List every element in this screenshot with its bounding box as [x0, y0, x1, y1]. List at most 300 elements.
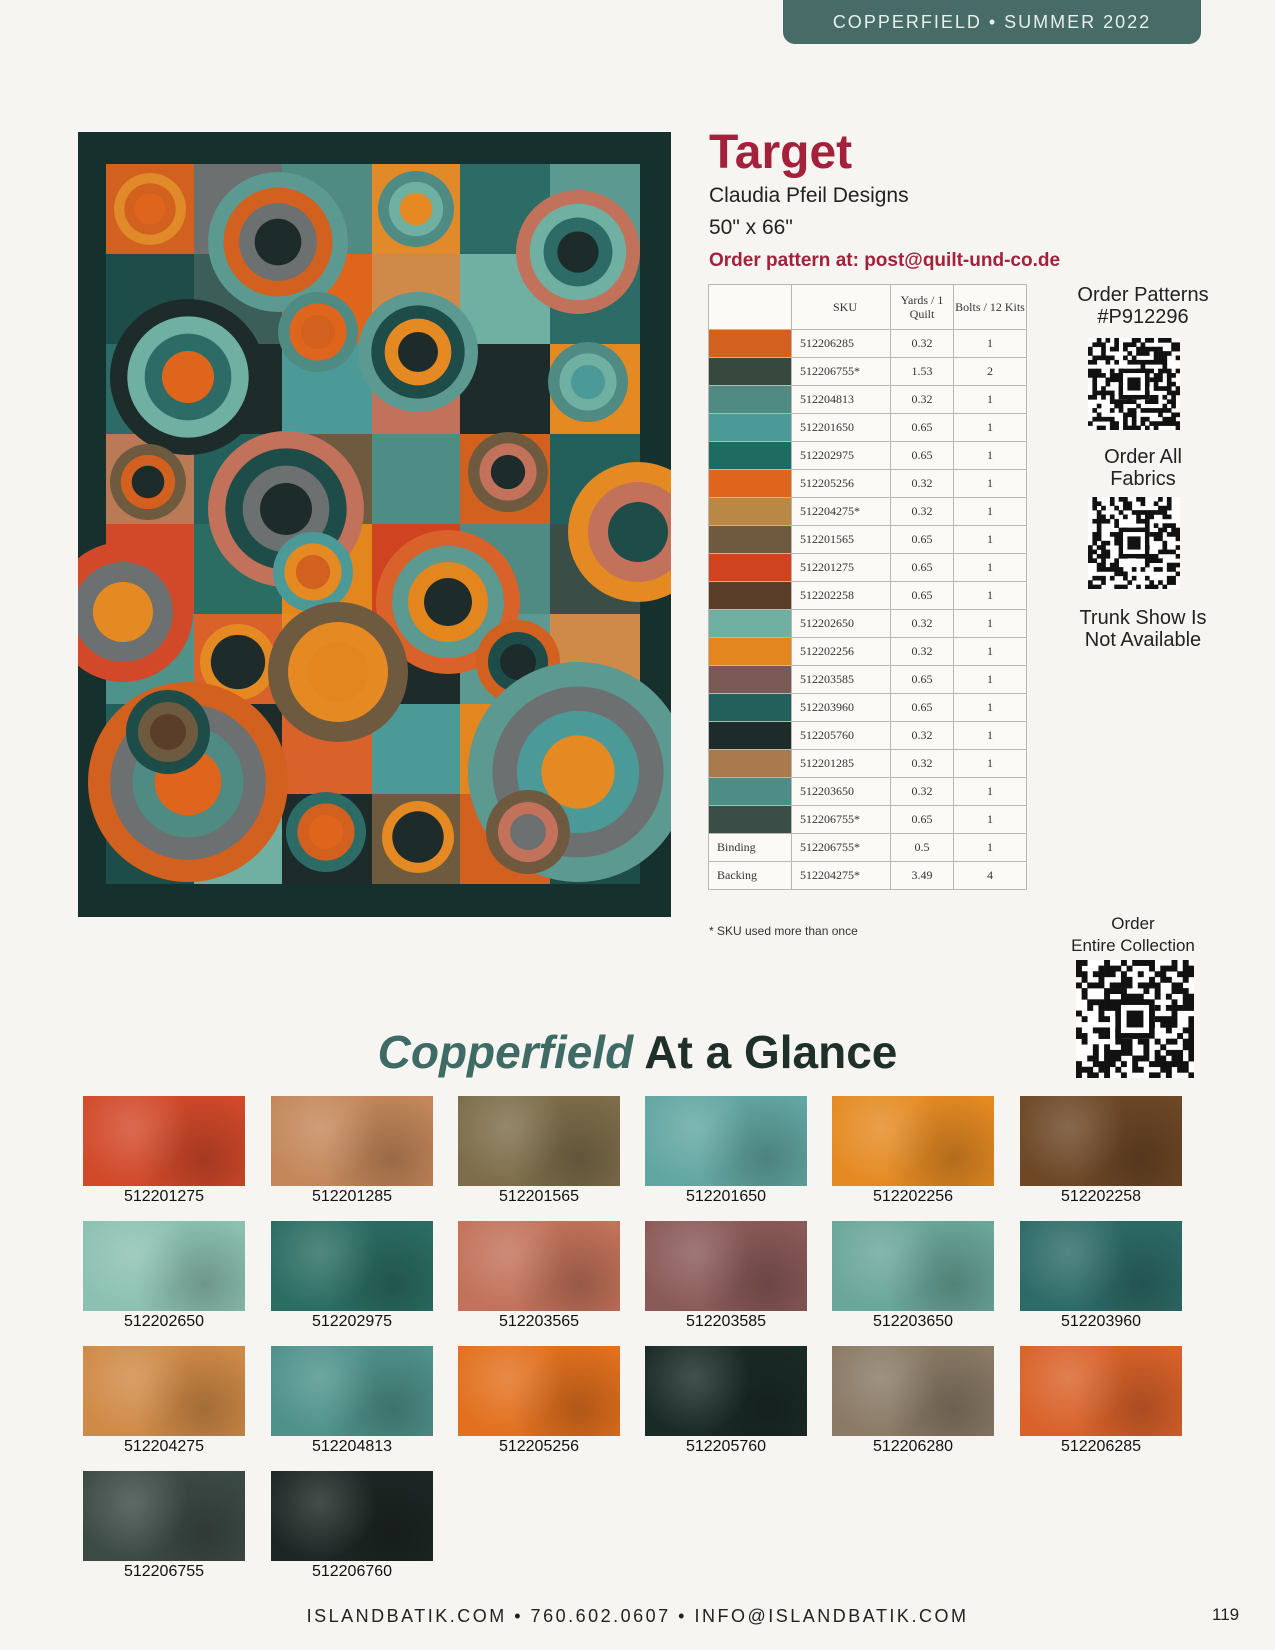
- qr-module: [1114, 338, 1119, 343]
- quilt-ring: [398, 332, 438, 372]
- qr-module: [1171, 417, 1176, 422]
- qr-module: [1101, 541, 1106, 546]
- swatch-image: [83, 1096, 245, 1186]
- qr-module: [1132, 567, 1137, 572]
- qr-module: [1123, 356, 1128, 361]
- qr-module: [1123, 506, 1128, 511]
- qr-module: [1183, 960, 1189, 966]
- qr-module: [1101, 395, 1106, 400]
- quilt-ring: [222, 646, 255, 679]
- qr-module: [1158, 510, 1163, 515]
- yards-cell: 0.65: [891, 554, 954, 582]
- swatch-sku: 512206280: [872, 1438, 954, 1455]
- bolts-cell: 1: [954, 694, 1027, 722]
- sku-cell: 512201285: [792, 750, 891, 778]
- qr-module: [1176, 563, 1180, 568]
- swatch-image: [271, 1096, 433, 1186]
- quilt-ring: [132, 466, 165, 499]
- qr-module: [1149, 982, 1155, 988]
- fabric-swatch[interactable]: [458, 1346, 620, 1456]
- qr-module: [1149, 510, 1154, 515]
- collection-line1: Order: [1111, 914, 1155, 933]
- qr-module: [1101, 373, 1106, 378]
- qr-module: [1110, 999, 1116, 1005]
- qr-module: [1114, 519, 1119, 524]
- qr-module: [1104, 1016, 1110, 1022]
- qr-module: [1154, 408, 1159, 413]
- swatch-sku: 512201650: [685, 1188, 767, 1205]
- qr-module: [1127, 966, 1133, 972]
- qr-module: [1088, 545, 1093, 550]
- qr-module: [1110, 982, 1116, 988]
- qr-module: [1162, 351, 1167, 356]
- sku-cell: 512202975: [792, 442, 891, 470]
- qr-module: [1149, 532, 1154, 537]
- qr-module: [1183, 988, 1189, 994]
- qr-module: [1171, 391, 1176, 396]
- qr-module: [1092, 417, 1097, 422]
- qr-module: [1162, 338, 1167, 343]
- swatch-sku: 512206285: [1060, 1438, 1142, 1455]
- qr-module: [1092, 373, 1097, 378]
- qr-module: [1127, 536, 1140, 549]
- qr-module: [1176, 391, 1180, 396]
- fabric-swatch[interactable]: [458, 1221, 620, 1331]
- quilt-ring: [541, 735, 614, 808]
- qr-module: [1158, 421, 1163, 426]
- fabric-swatch[interactable]: [458, 1096, 620, 1206]
- fabric-swatch-cell: [709, 470, 792, 498]
- qr-module: [1171, 421, 1176, 426]
- quilt-ring: [608, 502, 668, 562]
- qr-module: [1158, 550, 1163, 555]
- qr-module: [1110, 576, 1115, 581]
- qr-module: [1154, 382, 1159, 387]
- qr-module: [1167, 501, 1172, 506]
- qr-module: [1106, 567, 1111, 572]
- qr-module: [1166, 1016, 1172, 1022]
- qr-module: [1106, 382, 1111, 387]
- qr-module: [1101, 356, 1106, 361]
- fabric-swatch-cell: [709, 778, 792, 806]
- qr-module: [1088, 373, 1093, 378]
- quilt-ring: [557, 231, 598, 272]
- qr-module: [1188, 1016, 1194, 1022]
- qr-module: [1138, 971, 1144, 977]
- qr-module: [1171, 528, 1176, 533]
- qr-module: [1101, 386, 1106, 391]
- qr-module: [1162, 550, 1167, 555]
- table-row: [709, 582, 1027, 610]
- qr-module: [1127, 501, 1132, 506]
- qr-module: [1177, 988, 1183, 994]
- qr-module: [1158, 347, 1163, 352]
- qr-module: [1158, 360, 1163, 365]
- qr-module: [1110, 373, 1115, 378]
- catalog-header-tab: [783, 0, 1201, 44]
- qr-module: [1154, 532, 1159, 537]
- qr-module: [1136, 426, 1141, 430]
- collection-line2: Entire Collection: [1071, 936, 1195, 955]
- quilt-ring: [135, 194, 166, 225]
- qr-module: [1114, 558, 1119, 563]
- qr-module: [1092, 391, 1097, 396]
- quilt-ring: [400, 193, 433, 226]
- quilt-ring: [309, 815, 343, 849]
- qr-module: [1143, 988, 1149, 994]
- qr-module: [1166, 977, 1172, 983]
- swatch-sku: 512201285: [311, 1188, 393, 1205]
- qr-module: [1127, 426, 1132, 430]
- fabric-swatch[interactable]: [83, 1346, 245, 1456]
- qr-module: [1119, 510, 1124, 515]
- qr-module: [1087, 1005, 1093, 1011]
- qr-module: [1138, 982, 1144, 988]
- qr-module: [1082, 977, 1088, 983]
- qr-module: [1149, 580, 1154, 585]
- yards-cell: 0.65: [891, 666, 954, 694]
- qr-module: [1177, 971, 1183, 977]
- qr-module: [1110, 395, 1115, 400]
- yards-cell: 1.53: [891, 358, 954, 386]
- qr-module: [1158, 558, 1163, 563]
- qr-module: [1076, 1011, 1082, 1017]
- fabric-swatch[interactable]: [271, 1346, 433, 1456]
- qr-module: [1114, 399, 1119, 404]
- fabric-swatch[interactable]: [832, 1346, 994, 1456]
- qr-module: [1155, 982, 1161, 988]
- qr-module: [1119, 585, 1124, 589]
- qr-module: [1145, 426, 1150, 430]
- qr-module: [1136, 585, 1141, 589]
- qr-module: [1097, 373, 1102, 378]
- fabric-swatch[interactable]: [83, 1471, 245, 1581]
- qr-module: [1119, 399, 1124, 404]
- sku-cell: 512202256: [792, 638, 891, 666]
- qr-module: [1154, 421, 1159, 426]
- fabric-swatch-cell: [709, 330, 792, 358]
- yards-cell: 0.32: [891, 750, 954, 778]
- qr-module: [1092, 382, 1097, 387]
- table-footnote: * SKU used more than once: [709, 924, 858, 938]
- qr-module: [1110, 966, 1116, 972]
- qr-module: [1114, 377, 1119, 382]
- qr-module: [1123, 342, 1128, 347]
- qr-module: [1092, 360, 1097, 365]
- qr-module: [1149, 360, 1154, 365]
- qr-module: [1082, 994, 1088, 1000]
- qr-module: [1127, 408, 1132, 413]
- qr-module: [1154, 356, 1159, 361]
- qr-module: [1162, 510, 1167, 515]
- qr-module: [1162, 417, 1167, 422]
- bolts-cell: 1: [954, 778, 1027, 806]
- qr-module: [1154, 377, 1159, 382]
- yards-cell: 0.32: [891, 470, 954, 498]
- fabric-swatch-cell: [709, 750, 792, 778]
- sku-cell: 512204813: [792, 386, 891, 414]
- qr-module: [1110, 563, 1115, 568]
- fabric-swatch[interactable]: [271, 1096, 433, 1206]
- qr-module: [1123, 501, 1128, 506]
- qr-module: [1132, 960, 1138, 966]
- qr-module: [1097, 528, 1102, 533]
- qr-module: [1158, 338, 1163, 343]
- order-pattern-link[interactable]: Order pattern at: post@quilt-und-co.de: [709, 250, 1061, 271]
- qr-module: [1110, 1005, 1116, 1011]
- qr-module: [1160, 977, 1166, 983]
- fabric-requirements-table: [708, 284, 1027, 890]
- table-row: [709, 750, 1027, 778]
- qr-module: [1110, 532, 1115, 537]
- fabric-swatch[interactable]: [645, 1346, 807, 1456]
- qr-module: [1145, 408, 1150, 413]
- qr-module: [1097, 412, 1102, 417]
- quilt-ring: [308, 642, 368, 702]
- table-row: [709, 498, 1027, 526]
- qr-module: [1162, 421, 1167, 426]
- qr-module: [1127, 399, 1132, 404]
- swatch-sku: 512202975: [311, 1313, 393, 1330]
- table-row: [709, 666, 1027, 694]
- swatch-sku: 512201275: [123, 1188, 205, 1205]
- qr-module: [1121, 977, 1127, 983]
- swatch-image: [1020, 1221, 1182, 1311]
- quilt-ring: [403, 822, 434, 853]
- qr-module: [1092, 585, 1097, 589]
- qr-module: [1127, 982, 1133, 988]
- qr-module: [1176, 342, 1180, 347]
- sku-cell: 512202650: [792, 610, 891, 638]
- qr-module: [1145, 576, 1150, 581]
- qr-module: [1088, 360, 1093, 365]
- qr-module: [1132, 338, 1137, 343]
- swatch-sku: 512206755: [123, 1563, 205, 1580]
- qr-module: [1154, 554, 1159, 559]
- qr-module: [1132, 426, 1137, 430]
- yards-cell: 0.32: [891, 498, 954, 526]
- qr-module: [1132, 994, 1138, 1000]
- qr-module: [1160, 971, 1166, 977]
- fabric-swatch[interactable]: [832, 1096, 994, 1206]
- qr-module: [1145, 519, 1150, 524]
- qr-module: [1149, 377, 1154, 382]
- qr-module: [1158, 408, 1163, 413]
- fabric-swatch-cell: [709, 610, 792, 638]
- qr-module: [1106, 541, 1111, 546]
- qr-module: [1110, 567, 1115, 572]
- qr-module: [1114, 347, 1119, 352]
- fabric-swatch-cell: [709, 414, 792, 442]
- qr-module: [1104, 960, 1110, 966]
- qr-module: [1171, 399, 1176, 404]
- header-swatch: [709, 285, 792, 330]
- qr-module: [1141, 501, 1146, 506]
- qr-module: [1123, 417, 1128, 422]
- qr-module: [1149, 399, 1154, 404]
- qr-module: [1136, 519, 1141, 524]
- qr-module: [1171, 382, 1176, 387]
- qr-module: [1097, 523, 1102, 528]
- qr-module: [1132, 356, 1137, 361]
- qr-module: [1167, 338, 1172, 343]
- trunk-show-label: [1068, 607, 1218, 651]
- fabric-swatch[interactable]: [1020, 1346, 1182, 1456]
- qr-module: [1092, 501, 1097, 506]
- qr-module: [1121, 971, 1127, 977]
- quilt-ring: [424, 578, 472, 626]
- table-row: [709, 414, 1027, 442]
- qr-module: [1104, 971, 1110, 977]
- qr-module: [1132, 421, 1137, 426]
- qr-module: [1106, 417, 1111, 422]
- qr-module: [1145, 558, 1150, 563]
- qr-module: [1176, 386, 1180, 391]
- qr-module: [1188, 1005, 1194, 1011]
- qr-module: [1106, 356, 1111, 361]
- qr-module: [1097, 338, 1102, 343]
- at-a-glance-title: [0, 1025, 1275, 1079]
- fabric-swatch-cell: [709, 806, 792, 834]
- qr-module: [1154, 426, 1159, 430]
- table-row: [709, 638, 1027, 666]
- qr-module: [1093, 971, 1099, 977]
- qr-module: [1176, 369, 1180, 374]
- qr-module: [1154, 351, 1159, 356]
- qr-module: [1082, 988, 1088, 994]
- qr-module: [1162, 408, 1167, 413]
- row-label: Binding: [709, 834, 792, 862]
- quilt-ring: [162, 351, 214, 403]
- qr-module: [1114, 373, 1119, 378]
- fabric-swatch[interactable]: [83, 1096, 245, 1206]
- qr-module: [1123, 412, 1128, 417]
- bolts-cell: 1: [954, 498, 1027, 526]
- bolts-cell: 1: [954, 666, 1027, 694]
- qr-module: [1166, 994, 1172, 1000]
- qr-module: [1154, 585, 1159, 589]
- qr-module: [1092, 395, 1097, 400]
- qr-module: [1167, 351, 1172, 356]
- fabric-swatch-cell: [709, 386, 792, 414]
- qr-module: [1141, 510, 1146, 515]
- qr-module: [1092, 550, 1097, 555]
- fabric-swatch[interactable]: [1020, 1096, 1182, 1206]
- quilt-illustration: [78, 132, 671, 917]
- qr-module: [1188, 994, 1194, 1000]
- qr-module: [1101, 426, 1106, 430]
- qr-module: [1097, 391, 1102, 396]
- qr-module: [1127, 977, 1133, 983]
- qr-module: [1167, 382, 1172, 387]
- yards-cell: 0.65: [891, 582, 954, 610]
- qr-module: [1141, 421, 1146, 426]
- qr-module: [1145, 515, 1150, 520]
- fabric-swatch-cell: [709, 498, 792, 526]
- qr-module: [1176, 356, 1180, 361]
- qr-module: [1110, 515, 1115, 520]
- qr-module: [1149, 966, 1155, 972]
- qr-module: [1123, 576, 1128, 581]
- qr-icon: [1088, 497, 1180, 589]
- qr-module: [1162, 360, 1167, 365]
- qr-module: [1092, 506, 1097, 511]
- table-row: [709, 330, 1027, 358]
- qr-module: [1160, 966, 1166, 972]
- fabric-swatch[interactable]: [645, 1221, 807, 1331]
- qr-code-order-patterns[interactable]: [1088, 338, 1180, 430]
- table-row: [709, 862, 1027, 890]
- fabric-swatch[interactable]: [83, 1221, 245, 1331]
- qr-module: [1110, 408, 1115, 413]
- fabric-swatch[interactable]: [271, 1471, 433, 1581]
- fabric-swatch-cell: [709, 722, 792, 750]
- qr-module: [1087, 982, 1093, 988]
- fabric-swatch-cell: [709, 526, 792, 554]
- fabric-swatch[interactable]: [1020, 1221, 1182, 1331]
- qr-module: [1167, 391, 1172, 396]
- qr-module: [1088, 558, 1093, 563]
- qr-module: [1188, 971, 1194, 977]
- qr-module: [1183, 1005, 1189, 1011]
- qr-module: [1097, 536, 1102, 541]
- qr-module: [1088, 580, 1093, 585]
- qr-module: [1114, 563, 1119, 568]
- qr-module: [1104, 999, 1110, 1005]
- swatch-sku: 512205760: [685, 1438, 767, 1455]
- qr-module: [1171, 523, 1176, 528]
- qr-module: [1121, 994, 1127, 1000]
- qr-module: [1098, 966, 1104, 972]
- qr-module: [1076, 960, 1082, 966]
- qr-module: [1176, 426, 1180, 430]
- qr-module: [1106, 519, 1111, 524]
- qr-module: [1176, 532, 1180, 537]
- qr-module: [1110, 391, 1115, 396]
- bolts-cell: 1: [954, 414, 1027, 442]
- qr-code-order-all[interactable]: [1088, 497, 1180, 589]
- yards-cell: 0.65: [891, 526, 954, 554]
- qr-module: [1127, 351, 1132, 356]
- qr-module: [1172, 1011, 1178, 1017]
- qr-module: [1158, 356, 1163, 361]
- quilt-block: [372, 434, 460, 524]
- qr-module: [1158, 532, 1163, 537]
- qr-module: [1176, 412, 1180, 417]
- sku-cell: 512206755*: [792, 834, 891, 862]
- fabric-swatch[interactable]: [271, 1221, 433, 1331]
- fabric-swatch-cell: [709, 638, 792, 666]
- qr-module: [1101, 519, 1106, 524]
- qr-module: [1097, 576, 1102, 581]
- qr-module: [1149, 395, 1154, 400]
- bolts-cell: 1: [954, 582, 1027, 610]
- qr-module: [1092, 408, 1097, 413]
- swatch-image: [645, 1221, 807, 1311]
- qr-module: [1115, 982, 1121, 988]
- qr-module: [1104, 1005, 1110, 1011]
- swatch-image: [83, 1221, 245, 1311]
- fabric-swatch[interactable]: [832, 1221, 994, 1331]
- swatch-image: [458, 1096, 620, 1186]
- qr-module: [1172, 1005, 1178, 1011]
- fabric-swatch[interactable]: [645, 1096, 807, 1206]
- yards-cell: 0.65: [891, 806, 954, 834]
- bolts-cell: 1: [954, 834, 1027, 862]
- yards-cell: 0.32: [891, 610, 954, 638]
- qr-module: [1114, 426, 1119, 430]
- sku-cell: 512206285: [792, 330, 891, 358]
